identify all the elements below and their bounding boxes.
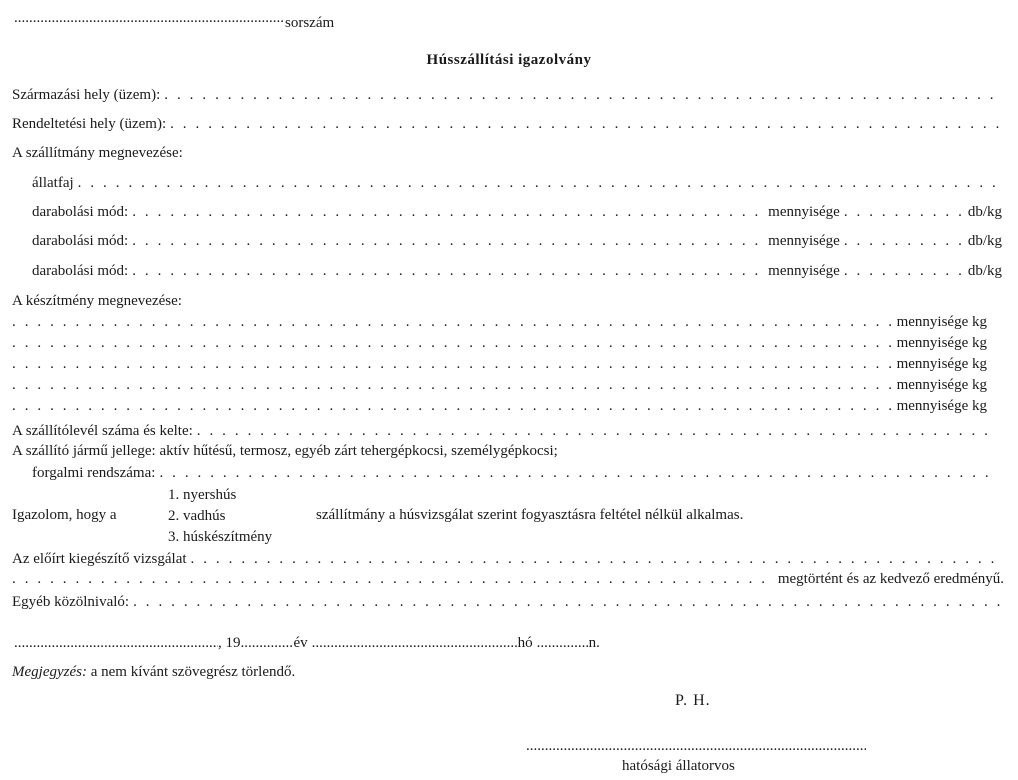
certification-statement: szállítmány a húsvizsgálat szerint fogyasztásra feltétel nélkül alkalmas. xyxy=(316,507,744,523)
species-label: állatfaj xyxy=(32,175,74,191)
product-row[interactable] xyxy=(12,355,987,373)
cut-qty-label: mennyisége xyxy=(768,233,840,249)
origin-label: Származási hely (üzem): xyxy=(12,87,161,103)
shipment-name-label: A szállítmány megnevezése: xyxy=(12,145,183,161)
place-field[interactable] xyxy=(14,634,218,652)
cut-qty-field[interactable] xyxy=(844,262,964,280)
note-label: Megjegyzés: xyxy=(12,664,87,680)
signature-line[interactable] xyxy=(526,738,866,760)
waybill-row[interactable] xyxy=(12,422,988,440)
product-row[interactable] xyxy=(12,376,987,394)
cut-qty-label: mennyisége xyxy=(768,263,840,279)
other-field[interactable] xyxy=(133,593,1004,611)
other-row[interactable] xyxy=(12,593,1004,611)
plate-row[interactable] xyxy=(32,464,994,482)
plate-field[interactable] xyxy=(159,464,994,482)
cut-unit: db/kg xyxy=(967,204,1002,220)
signature-label: hatósági állatorvos xyxy=(622,758,735,774)
serial-number-line[interactable] xyxy=(14,10,334,32)
certification-options xyxy=(168,485,272,548)
product-row[interactable] xyxy=(12,313,987,331)
cut-method-field[interactable] xyxy=(132,262,764,280)
note xyxy=(12,664,295,681)
year-field[interactable] xyxy=(241,634,294,652)
note-text: a nem kívánt szövegrész törlendő. xyxy=(90,664,296,680)
waybill-label: A szállítólevél száma és kelte: xyxy=(12,423,193,439)
product-qty-label: mennyisége kg xyxy=(896,398,987,414)
origin-row[interactable] xyxy=(12,86,1002,104)
additional-exam-result-field[interactable] xyxy=(12,570,774,588)
product-qty-label: mennyisége kg xyxy=(896,314,987,330)
cut-row[interactable] xyxy=(32,262,1002,280)
other-label: Egyéb közölnivaló: xyxy=(12,594,130,610)
species-field[interactable] xyxy=(78,174,1002,192)
vehicle-type-label: A szállító jármű jellege: aktív hűtésű, termosz, egyéb zárt tehergépkocsi, személygépkocsi; xyxy=(12,443,558,459)
plate-label: forgalmi rendszáma: xyxy=(32,465,156,481)
additional-exam-row[interactable] xyxy=(12,550,1004,568)
day-field[interactable] xyxy=(537,634,589,652)
date-line[interactable] xyxy=(14,634,600,652)
destination-row[interactable] xyxy=(12,115,1002,133)
waybill-field[interactable] xyxy=(197,422,988,440)
cut-row[interactable] xyxy=(32,232,1002,250)
serial-label: sorszám xyxy=(285,15,335,31)
month-label: hó xyxy=(517,635,533,651)
product-field[interactable] xyxy=(12,355,893,373)
year-prefix: , 19 xyxy=(218,635,241,651)
origin-field[interactable] xyxy=(164,86,1002,104)
additional-exam-result-row[interactable] xyxy=(12,570,1004,588)
product-field[interactable] xyxy=(12,397,893,415)
product-name-label: A készítmény megnevezése: xyxy=(12,293,182,309)
product-row[interactable] xyxy=(12,397,987,415)
cut-label: darabolási mód: xyxy=(32,263,129,279)
option-game-meat[interactable]: 2. vadhús xyxy=(168,508,226,524)
product-qty-label: mennyisége kg xyxy=(896,377,987,393)
stamp-placeholder: P. H. xyxy=(675,692,711,709)
document-title: Hússzállítási igazolvány xyxy=(426,52,592,68)
product-field[interactable] xyxy=(12,313,893,331)
species-row[interactable] xyxy=(32,174,1002,192)
destination-label: Rendeltetési hely (üzem): xyxy=(12,116,167,132)
option-meat-product[interactable]: 3. húskészítmény xyxy=(168,529,273,545)
cut-method-field[interactable] xyxy=(132,203,764,221)
cut-row[interactable] xyxy=(32,203,1002,221)
product-qty-label: mennyisége kg xyxy=(896,335,987,351)
product-row[interactable] xyxy=(12,334,987,352)
cut-unit: db/kg xyxy=(967,233,1002,249)
cut-qty-field[interactable] xyxy=(844,203,964,221)
additional-exam-result: megtörtént és az kedvező eredményű. xyxy=(777,571,1004,587)
certification-lead: Igazolom, hogy a xyxy=(12,507,117,523)
product-field[interactable] xyxy=(12,334,893,352)
cut-qty-field[interactable] xyxy=(844,232,964,250)
cut-label: darabolási mód: xyxy=(32,204,129,220)
product-qty-label: mennyisége kg xyxy=(896,356,987,372)
additional-exam-field[interactable] xyxy=(191,550,1004,568)
year-suffix: év xyxy=(293,635,308,651)
day-label: n. xyxy=(588,635,600,651)
serial-number-dots xyxy=(14,10,285,27)
cut-unit: db/kg xyxy=(967,263,1002,279)
cut-method-field[interactable] xyxy=(132,232,764,250)
cut-label: darabolási mód: xyxy=(32,233,129,249)
cut-qty-label: mennyisége xyxy=(768,204,840,220)
destination-field[interactable] xyxy=(170,115,1002,133)
month-field[interactable] xyxy=(312,634,518,652)
additional-exam-label: Az előírt kiegészítő vizsgálat xyxy=(12,551,187,567)
option-raw-meat[interactable]: 1. nyershús xyxy=(168,487,237,503)
signature-dots xyxy=(526,738,866,755)
product-field[interactable] xyxy=(12,376,893,394)
